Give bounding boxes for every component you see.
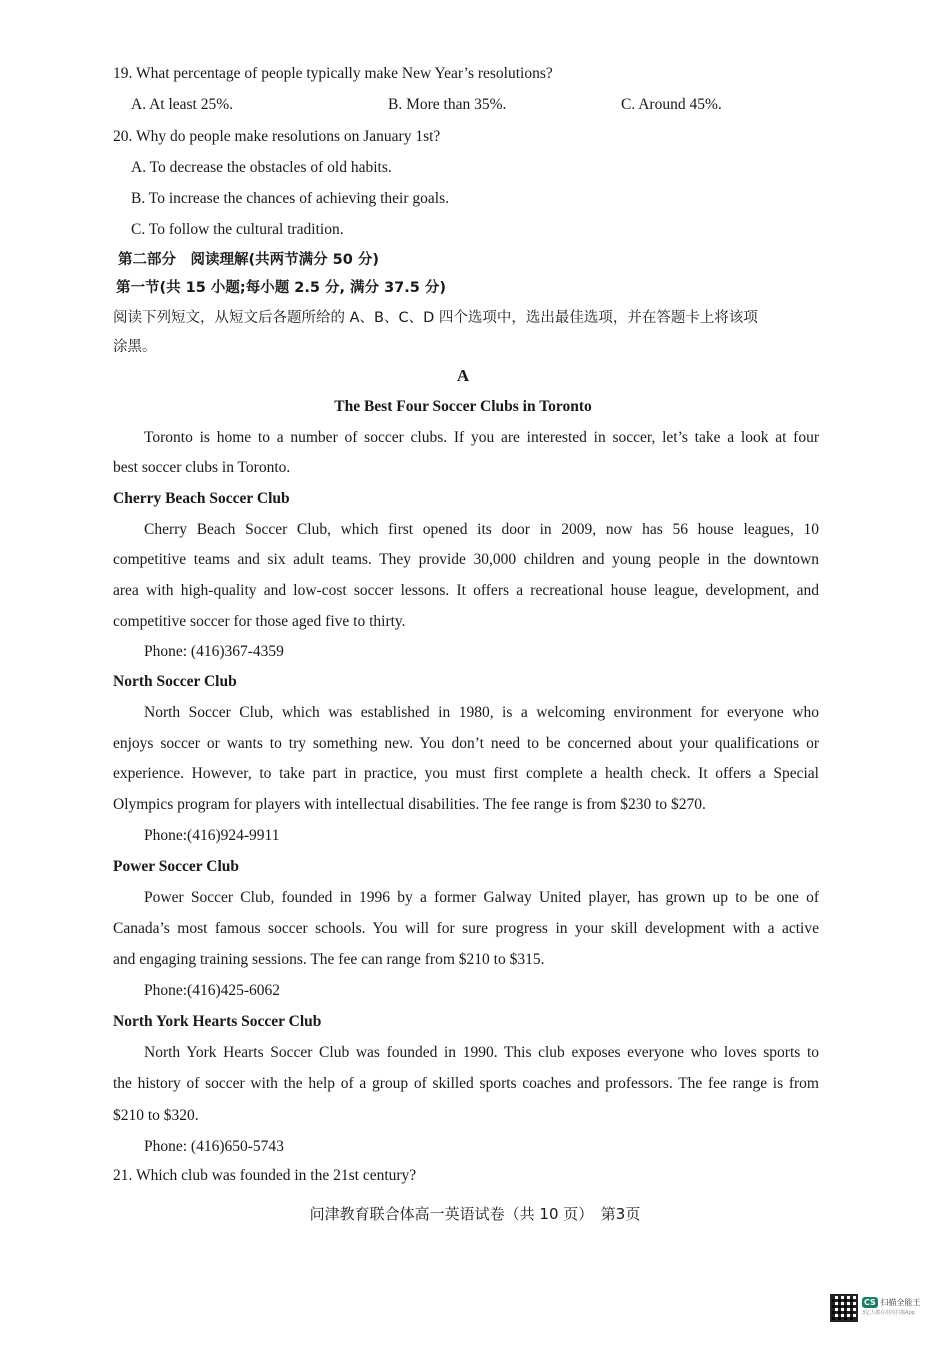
scanner-watermark bbox=[830, 1290, 936, 1326]
club-phone: Phone: (416)367-4359 bbox=[144, 643, 284, 660]
club-text-line: competitive soccer for those aged five to thirty. bbox=[113, 613, 406, 630]
club-text-line: and engaging training sessions. The fee can range from $210 to $315. bbox=[113, 951, 545, 968]
passage-title: The Best Four Soccer Clubs in Toronto bbox=[334, 398, 592, 415]
club-text-line: Canada’s most famous soccer schools. You will for sure progress in your skill development with a active bbox=[113, 920, 819, 937]
club-text-line: area with high-quality and low-cost soccer lessons. It offers a recreational house league, development, and bbox=[113, 582, 819, 599]
instruction-line-1: 阅读下列短文，从短文后各题所给的 A、B、C、D 四个选项中，选出最佳选项，并在答题卡上将该项 bbox=[113, 310, 758, 326]
instruction-line-2: 涂黑。 bbox=[113, 339, 157, 355]
club-text-line: competitive teams and six adult teams. They provide 30,000 children and young people in the downtown bbox=[113, 551, 819, 568]
club-name: North Soccer Club bbox=[113, 673, 237, 690]
club-name: North York Hearts Soccer Club bbox=[113, 1013, 322, 1030]
club-text-line: Cherry Beach Soccer Club, which first opened its door in 2009, now has 56 house leagues, 10 bbox=[144, 521, 819, 538]
club-phone: Phone:(416)425-6062 bbox=[144, 982, 281, 999]
club-text-line: North York Hearts Soccer Club was founded in 1990. This club exposes everyone who loves sports to bbox=[144, 1044, 819, 1061]
option-a: A. To decrease the obstacles of old habits. bbox=[131, 159, 392, 176]
option-b: B. More than 35%. bbox=[388, 96, 507, 113]
qr-code-icon bbox=[830, 1294, 858, 1322]
club-text-line: enjoys soccer or wants to try something new. You don’t need to be concerned about your qualifications or bbox=[113, 735, 819, 752]
camscanner-logo-icon: CS bbox=[864, 1298, 876, 1307]
passage-letter: A bbox=[456, 366, 470, 385]
option-a: A. At least 25%. bbox=[131, 96, 234, 113]
part2-heading: 第二部分 阅读理解(共两节满分 50 分) bbox=[118, 252, 380, 268]
club-text-line: Olympics program for players with intellectual disabilities. The fee range is from $230 to $270. bbox=[113, 796, 706, 813]
intro-line-2: best soccer clubs in Toronto. bbox=[113, 459, 291, 476]
scanner-sub: 3亿人都在用的扫描App bbox=[862, 1310, 915, 1316]
club-text-line: North Soccer Club, which was established in 1980, is a welcoming environment for everyone who bbox=[144, 704, 819, 721]
club-phone: Phone: (416)650-5743 bbox=[144, 1138, 284, 1155]
club-text-line: the history of soccer with the help of a group of skilled sports coaches and professors. The fee range is from bbox=[113, 1075, 819, 1092]
intro-line-1: Toronto is home to a number of soccer clubs. If you are interested in soccer, let’s take a look at four bbox=[144, 429, 819, 446]
club-name: Power Soccer Club bbox=[113, 858, 239, 875]
club-text-line: $210 to $320. bbox=[113, 1107, 199, 1124]
question-21-stem: 21. Which club was founded in the 21st century? bbox=[113, 1167, 417, 1184]
question-19-stem: 19. What percentage of people typically make New Year’s resolutions? bbox=[113, 65, 553, 82]
question-20-stem: 20. Why do people make resolutions on January 1st? bbox=[113, 128, 441, 145]
club-text-line: experience. However, to take part in practice, you must first complete a health check. It offers a Special bbox=[113, 765, 819, 782]
page-footer: 问津教育联合体高一英语试卷（共 10 页） 第3页 bbox=[309, 1205, 641, 1223]
scanner-label: 扫描全能王 bbox=[880, 1298, 921, 1307]
club-text-line: Power Soccer Club, founded in 1996 by a former Galway United player, has grown up to be one of bbox=[144, 889, 819, 906]
option-c: C. Around 45%. bbox=[621, 96, 722, 113]
option-c: C. To follow the cultural tradition. bbox=[131, 221, 344, 238]
club-phone: Phone:(416)924-9911 bbox=[144, 827, 280, 844]
club-name: Cherry Beach Soccer Club bbox=[113, 490, 290, 507]
option-b: B. To increase the chances of achieving their goals. bbox=[131, 190, 449, 207]
section1-heading: 第一节(共 15 小题;每小题 2.5 分, 满分 37.5 分) bbox=[116, 280, 447, 296]
